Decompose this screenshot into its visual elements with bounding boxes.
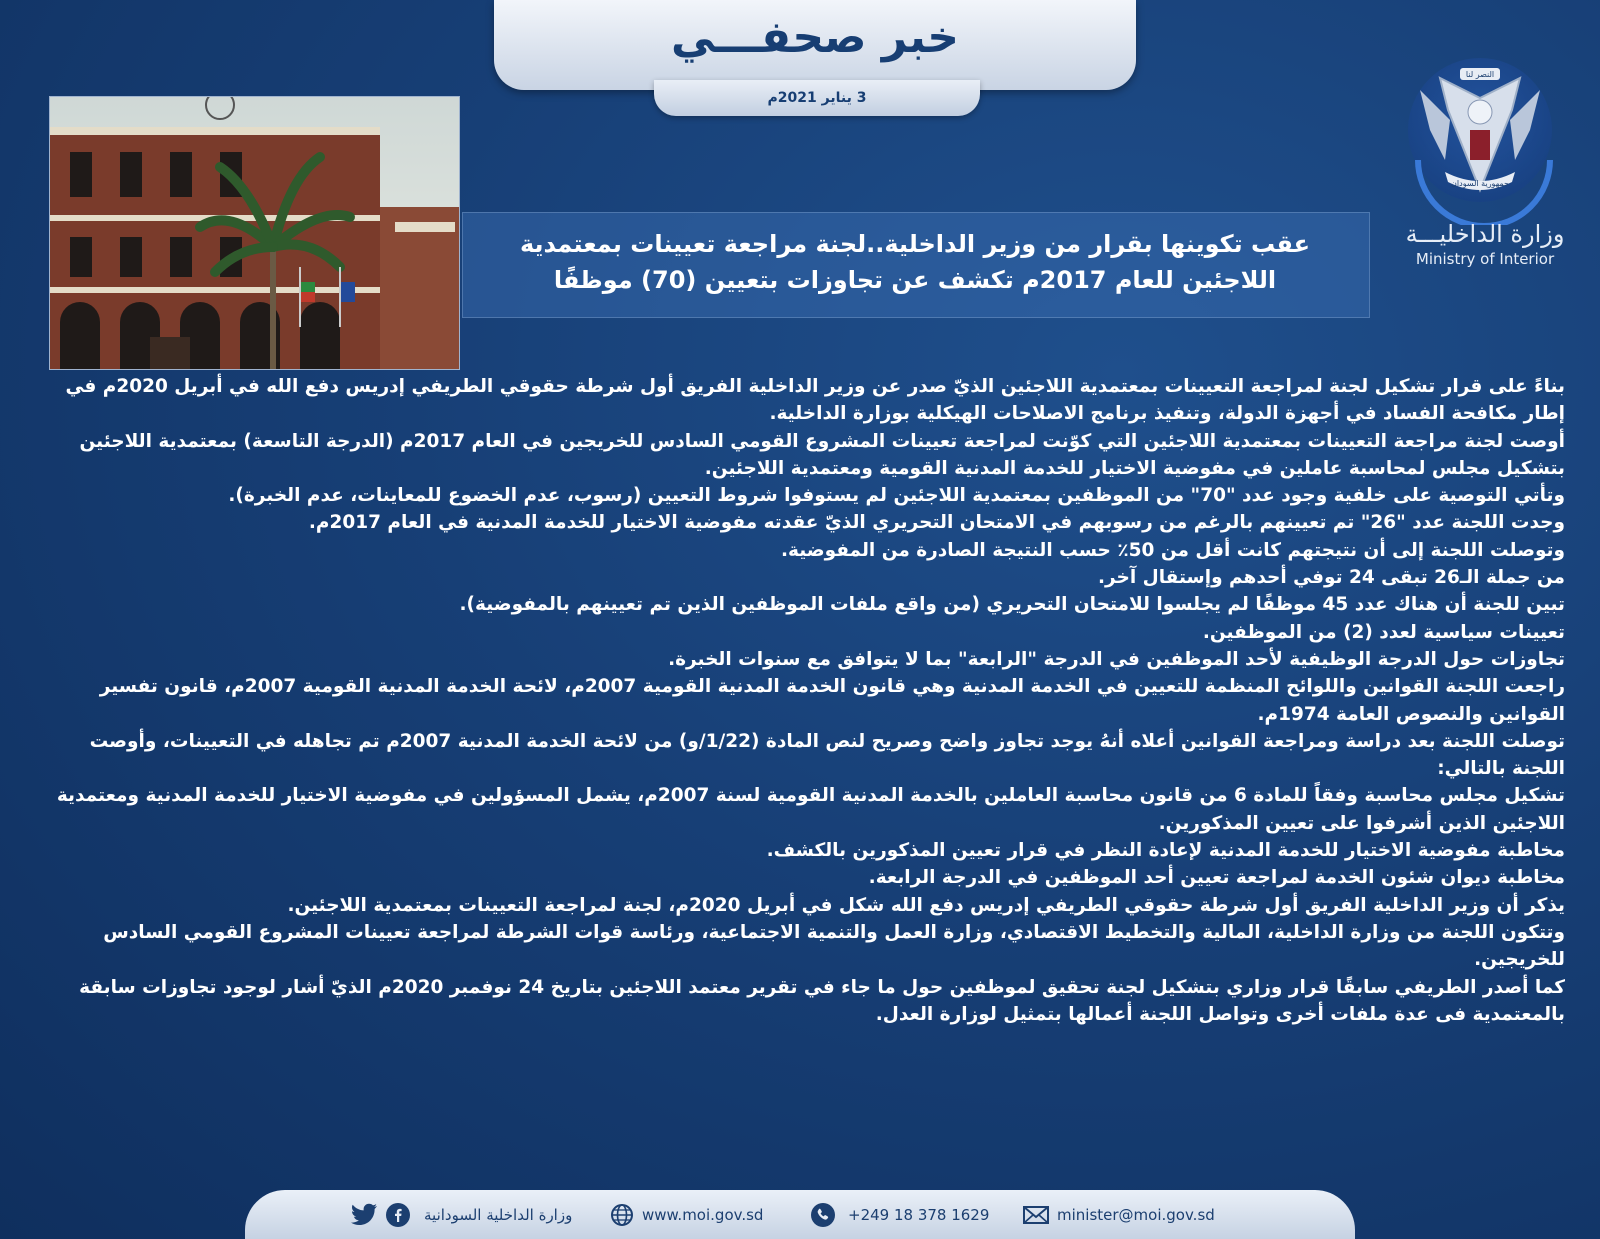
paragraph: تشكيل مجلس محاسبة وفقاً للمادة 6 من قانون محاسبة العاملين بالخدمة المدنية القومية لسنة 2007م، يشمل المسؤولين في مفوضية الاختيار للخدمة المدنية ومعتمدية اللاجئين الذين أشرفوا على تعيين المذكورين. xyxy=(56,785,1565,834)
globe-icon xyxy=(610,1203,634,1227)
email-text: minister@moi.gov.sd xyxy=(1057,1206,1215,1224)
headline xyxy=(462,226,1368,298)
phone-icon xyxy=(810,1202,836,1228)
paragraph: وتأتي التوصية على خلفية وجود عدد "70" من الموظفين بمعتمدية اللاجئين لم يستوفوا شروط التعيين (رسوب، عدم الخضوع للمعاينات، عدم الخبرة). xyxy=(228,485,1565,507)
paragraph: أوصت لجنة مراجعة التعيينات بمعتمدية اللاجئين التي كوّنت لمراجعة تعيينات المشروع القومي السادس للخريجين في العام 2017م (الدرجة التاسعة) بمعتمدية اللاجئين بتشكيل مجلس لمحاسبة عاملين في مفوضية الاختيار للخدمة المدنية القومية ومعتمدية اللاجئين. xyxy=(79,430,1565,479)
paragraph: يذكر أن وزير الداخلية الفريق أول شرطة حقوقي الطريفي إدريس دفع الله شكل في أبريل 2020م، لجنة لمراجعة التعيينات بمعتمدية اللاجئين. xyxy=(287,894,1565,916)
paragraph: مخاطبة ديوان شئون الخدمة لمراجعة تعيين أحد الموظفين في الدرجة الرابعة. xyxy=(868,867,1565,889)
paragraph: راجعت اللجنة القوانين واللوائح المنظمة للتعيين في الخدمة المدنية وهي قانون الخدمة المدنية القومية 2007م، لائحة الخدمة المدنية القومية 2007م، قانون تفسير القوانين والنصوص العامة 1974م. xyxy=(99,676,1565,725)
ministry-name-ar: وزارة الداخليـــة xyxy=(1405,220,1565,248)
press-date: 3 يناير 2021م xyxy=(767,90,867,106)
website-link[interactable] xyxy=(610,1203,763,1227)
paragraph: وتوصلت اللجنة إلى أن نتيجتهم كانت أقل من 50٪ حسب النتيجة الصادرة من المفوضية. xyxy=(780,539,1565,561)
headline-line-2: اللاجئين للعام 2017م تكشف عن تجاوزات بتعيين (70) موظفًا xyxy=(553,266,1277,294)
header-banner xyxy=(494,0,1136,90)
logo-country: جمهورية السودان xyxy=(1451,179,1509,188)
phone-text: +249 18 378 1629 xyxy=(848,1206,990,1224)
headline-line-1: عقب تكوينها بقرار من وزير الداخلية..لجنة مراجعة تعيينات بمعتمدية xyxy=(519,230,1311,258)
paragraph: مخاطبة مفوضية الاختيار للخدمة المدنية لإعادة النظر في قرار تعيين المذكورين بالكشف. xyxy=(766,840,1565,862)
ministry-name-en: Ministry of Interior xyxy=(1415,250,1555,268)
page-title: خبر صحفـــي xyxy=(671,12,959,63)
twitter-icon[interactable] xyxy=(350,1203,378,1227)
social-label: وزارة الداخلية السودانية xyxy=(424,1206,573,1224)
date-tab xyxy=(654,80,980,116)
paragraph: تعيينات سياسية لعدد (2) من الموظفين. xyxy=(1202,621,1565,643)
logo-motto: النصر لنا xyxy=(1465,70,1495,79)
paragraph: بناءً على قرار تشكيل لجنة لمراجعة التعيينات بمعتمدية اللاجئين الذيّ صدر عن وزير الداخلية الفريق أول شرطة حقوقي الطريفي إدريس دفع الله في أبريل 2020م في إطار مكافحة الفساد في أجهزة الدولة، وتنفيذ برنامج الاصلاحات الهيكلية بوزارة الداخلية. xyxy=(65,376,1565,425)
paragraph: توصلت اللجنة بعد دراسة ومراجعة القوانين أعلاه أنهُ يوجد تجاوز واضح وصريح لنص المادة (1/22/و) من لائحة الخدمة المدنية 2007م تم تجاهله في التعيينات، وأوصت اللجنة بالتالي: xyxy=(89,730,1565,780)
paragraph: كما أصدر الطريفي سابقًا قرار وزاري بتشكيل لجنة تحقيق لموظفين حول ما جاء في تقرير معتمد اللاجئين بتاريخ 24 نوفمبر 2020م الذيّ أشار لوجود تجاوزات سابقة بالمعتمدية فى عدة ملفات أخرى وتواصل اللجنة أعمالها بتمثيل لوزارة العدل. xyxy=(79,976,1565,1025)
article-body xyxy=(55,373,1565,1028)
phone-contact[interactable] xyxy=(810,1203,989,1227)
email-contact[interactable] xyxy=(1023,1203,1215,1227)
paragraph: وجدت اللجنة عدد "26" تم تعيينهم بالرغم من رسوبهم في الامتحان التحريري الذيّ عقدته مفوضية الاختيار للخدمة المدنية في العام 2017م. xyxy=(308,512,1565,534)
website-text: www.moi.gov.sd xyxy=(642,1206,764,1224)
paragraph: وتتكون اللجنة من وزارة الداخلية، المالية والتخطيط الاقتصادي، وزارة العمل والتنمية الاجتماعية، ورئاسة قوات الشرطة لمراجعة تعيينات المشروع القومي السادس للخريجين. xyxy=(103,921,1565,971)
paragraph: تجاوزات حول الدرجة الوظيفية لأحد الموظفين في الدرجة "الرابعة" بما لا يتوافق مع سنوات الخبرة. xyxy=(668,648,1565,670)
paragraph: من جملة الـ26 تبقى 24 توفي أحدهم وإستقال آخر. xyxy=(1098,567,1565,589)
mail-icon xyxy=(1023,1205,1049,1225)
facebook-icon[interactable] xyxy=(386,1203,410,1227)
social-links[interactable] xyxy=(350,1203,572,1227)
ministry-logo xyxy=(1400,50,1560,225)
building-photo xyxy=(49,96,460,370)
paragraph: تبين للجنة أن هناك عدد 45 موظفًا لم يجلسوا للامتحان التحريري (من واقع ملفات الموظفين الذين تم تعيينهم بالمفوضية). xyxy=(459,594,1565,616)
